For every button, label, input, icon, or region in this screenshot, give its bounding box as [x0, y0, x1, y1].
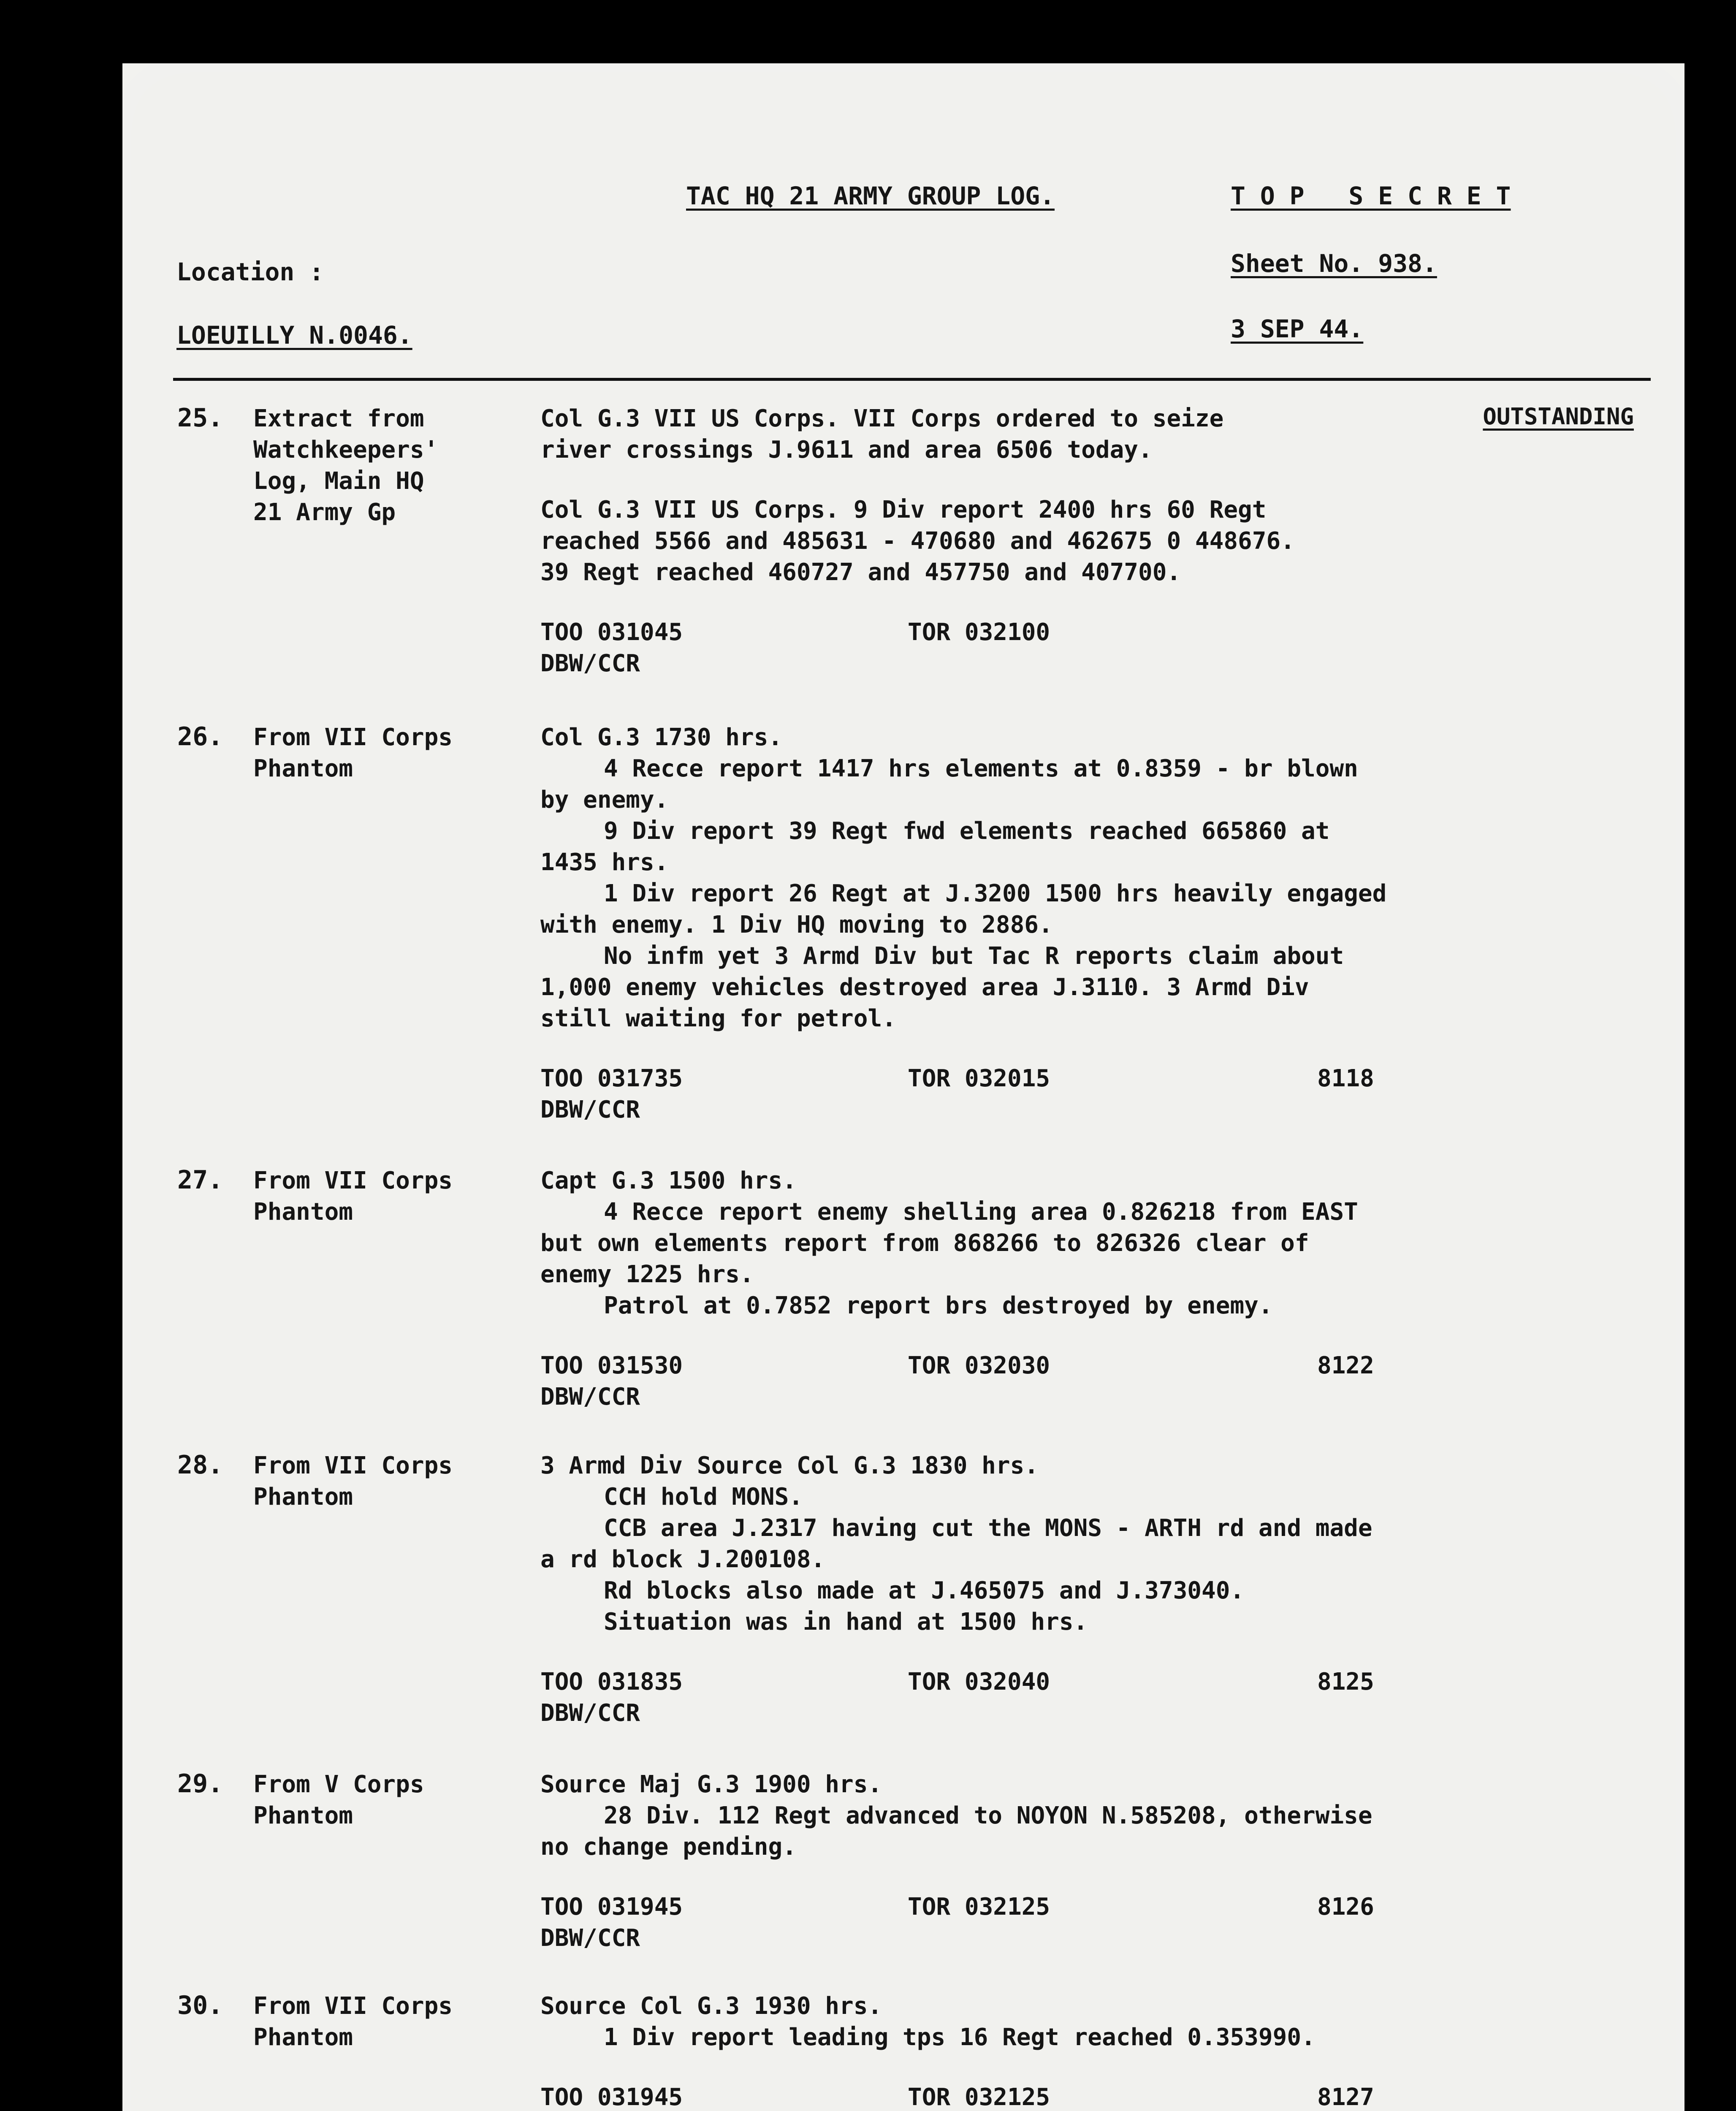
message-reference: 8126: [1317, 1893, 1374, 1921]
log-entry: [177, 1769, 1634, 1980]
transmission-times: [540, 1666, 1638, 1698]
log-entry: [177, 1450, 1634, 1746]
time-of-origin: TOO 031945: [540, 2084, 683, 2111]
entry-source: [253, 722, 545, 784]
entry-source: [253, 1991, 545, 2053]
message-paragraph: [540, 722, 1638, 1034]
header-divider: [173, 378, 1651, 381]
time-of-origin: TOO 031835: [540, 1668, 683, 1696]
log-title: TAC HQ 21 ARMY GROUP LOG.: [686, 182, 1055, 210]
message-line: reached 5566 and 485631 - 470680 and 462675 0 448676.: [540, 527, 1295, 555]
source-line: Watchkeepers': [253, 436, 439, 464]
time-of-receipt: TOR 032100: [908, 619, 1050, 646]
time-of-receipt: TOR 032030: [908, 1352, 1050, 1379]
time-of-origin: TOO 031945: [540, 1893, 683, 1921]
message-line: No infm yet 3 Armd Div but Tac R reports claim about: [604, 942, 1344, 970]
message-paragraph: [540, 1769, 1638, 1863]
message-line: but own elements report from 868266 to 826326 clear of: [540, 1229, 1309, 1257]
entry-body: [540, 1769, 1638, 1954]
source-line: Phantom: [253, 1483, 353, 1511]
message-line: Situation was in hand at 1500 hrs.: [604, 1608, 1088, 1636]
message-reference: 8122: [1317, 1352, 1374, 1379]
message-line: enemy 1225 hrs.: [540, 1261, 754, 1288]
source-line: From VII Corps: [253, 1167, 453, 1194]
time-of-receipt: TOR 032015: [908, 1065, 1050, 1092]
message-line: Source Maj G.3 1900 hrs.: [540, 1771, 882, 1798]
time-of-origin: TOO 031045: [540, 619, 683, 646]
message-line: no change pending.: [540, 1833, 797, 1861]
entry-number: 25.: [177, 403, 223, 433]
time-of-receipt: TOR 032125: [908, 1893, 1050, 1921]
log-entry: [177, 403, 1634, 699]
classification-marking: T O P S E C R E T: [1231, 182, 1511, 210]
message-line: 9 Div report 39 Regt fwd elements reached 665860 at: [604, 817, 1330, 845]
message-line: Source Col G.3 1930 hrs.: [540, 1992, 882, 2020]
entry-body: [540, 403, 1638, 679]
source-line: Phantom: [253, 755, 353, 782]
source-line: Phantom: [253, 2024, 353, 2051]
log-entry: [177, 1165, 1634, 1419]
entry-body: [540, 1450, 1638, 1729]
sheet-number: Sheet No. 938.: [1231, 249, 1437, 278]
message-paragraph: [540, 494, 1638, 588]
message-reference: 8118: [1317, 1065, 1374, 1092]
message-line: still waiting for petrol.: [540, 1005, 896, 1032]
time-of-receipt: TOR 032040: [908, 1668, 1050, 1696]
location-value: LOEUILLY N.0046.: [176, 321, 412, 350]
message-line: 1 Div report 26 Regt at J.3200 1500 hrs heavily engaged: [604, 880, 1387, 907]
transmission-times: [540, 1891, 1638, 1923]
message-paragraph: [540, 1165, 1638, 1321]
message-reference: 8125: [1317, 1668, 1374, 1696]
transmission-times: [540, 1350, 1638, 1381]
message-line: Rd blocks also made at J.465075 and J.373040.: [604, 1577, 1245, 1604]
source-line: Phantom: [253, 1198, 353, 1226]
message-line: 1,000 enemy vehicles destroyed area J.3110. 3 Armd Div: [540, 974, 1309, 1001]
time-of-receipt: TOR 032125: [908, 2084, 1050, 2111]
source-line: From VII Corps: [253, 1992, 453, 2020]
source-line: 21 Army Gp: [253, 499, 396, 526]
message-paragraph: [540, 1450, 1638, 1638]
message-line: 28 Div. 112 Regt advanced to NOYON N.585208, otherwise: [604, 1802, 1373, 1829]
operator-initials: DBW/CCR: [540, 1383, 640, 1411]
location-label: Location :: [176, 258, 324, 286]
message-line: river crossings J.9611 and area 6506 today.: [540, 436, 1153, 464]
entry-number: 27.: [177, 1165, 223, 1195]
message-line: CCH hold MONS.: [604, 1483, 803, 1511]
entry-source: [253, 1165, 545, 1228]
entry-body: [540, 1991, 1638, 2111]
source-line: From VII Corps: [253, 724, 453, 751]
message-line: a rd block J.200108.: [540, 1546, 825, 1573]
entry-body: [540, 722, 1638, 1126]
time-of-origin: TOO 031530: [540, 1352, 683, 1379]
log-date: 3 SEP 44.: [1231, 315, 1364, 343]
message-line: 4 Recce report 1417 hrs elements at 0.8359 - br blown: [604, 755, 1358, 782]
source-line: Log, Main HQ: [253, 467, 424, 495]
message-line: 1435 hrs.: [540, 849, 669, 876]
source-line: From V Corps: [253, 1771, 424, 1798]
transmission-times: [540, 617, 1638, 648]
message-reference: 8127: [1317, 2084, 1374, 2111]
message-line: Patrol at 0.7852 report brs destroyed by enemy.: [604, 1292, 1273, 1319]
message-line: 1 Div report leading tps 16 Regt reached 0.353990.: [604, 2024, 1316, 2051]
source-line: Phantom: [253, 1802, 353, 1829]
entry-number: 26.: [177, 722, 223, 752]
message-line: Col G.3 VII US Corps. VII Corps ordered to seize: [540, 405, 1224, 432]
log-entry: [177, 722, 1634, 1123]
message-line: by enemy.: [540, 786, 669, 814]
transmission-times: [540, 2082, 1638, 2111]
entry-source: [253, 1769, 545, 1832]
operator-initials: DBW/CCR: [540, 1096, 640, 1123]
message-line: 4 Recce report enemy shelling area 0.826218 from EAST: [604, 1198, 1358, 1226]
entry-number: 28.: [177, 1450, 223, 1480]
operator-initials: DBW/CCR: [540, 650, 640, 677]
message-line: CCB area J.2317 having cut the MONS - ARTH rd and made: [604, 1514, 1373, 1542]
message-line: with enemy. 1 Div HQ moving to 2886.: [540, 911, 1053, 939]
entry-source: [253, 1450, 545, 1513]
message-line: Capt G.3 1500 hrs.: [540, 1167, 797, 1194]
operator-initials: DBW/CCR: [540, 1924, 640, 1952]
entry-body: [540, 1165, 1638, 1413]
message-paragraph: [540, 403, 1638, 466]
operator-initials: DBW/CCR: [540, 1699, 640, 1727]
transmission-times: [540, 1063, 1638, 1094]
entry-number: 30.: [177, 1991, 223, 2020]
message-line: 3 Armd Div Source Col G.3 1830 hrs.: [540, 1452, 1039, 1479]
entry-number: 29.: [177, 1769, 223, 1799]
outstanding-marker: OUTSTANDING: [1483, 403, 1634, 430]
message-line: Col G.3 1730 hrs.: [540, 724, 783, 751]
entry-source: [253, 403, 545, 528]
time-of-origin: TOO 031735: [540, 1065, 683, 1092]
log-entry: [177, 1991, 1634, 2111]
source-line: From VII Corps: [253, 1452, 453, 1479]
message-line: 39 Regt reached 460727 and 457750 and 407700.: [540, 559, 1181, 586]
message-line: Col G.3 VII US Corps. 9 Div report 2400 hrs 60 Regt: [540, 496, 1267, 524]
source-line: Extract from: [253, 405, 424, 432]
message-paragraph: [540, 1991, 1638, 2053]
